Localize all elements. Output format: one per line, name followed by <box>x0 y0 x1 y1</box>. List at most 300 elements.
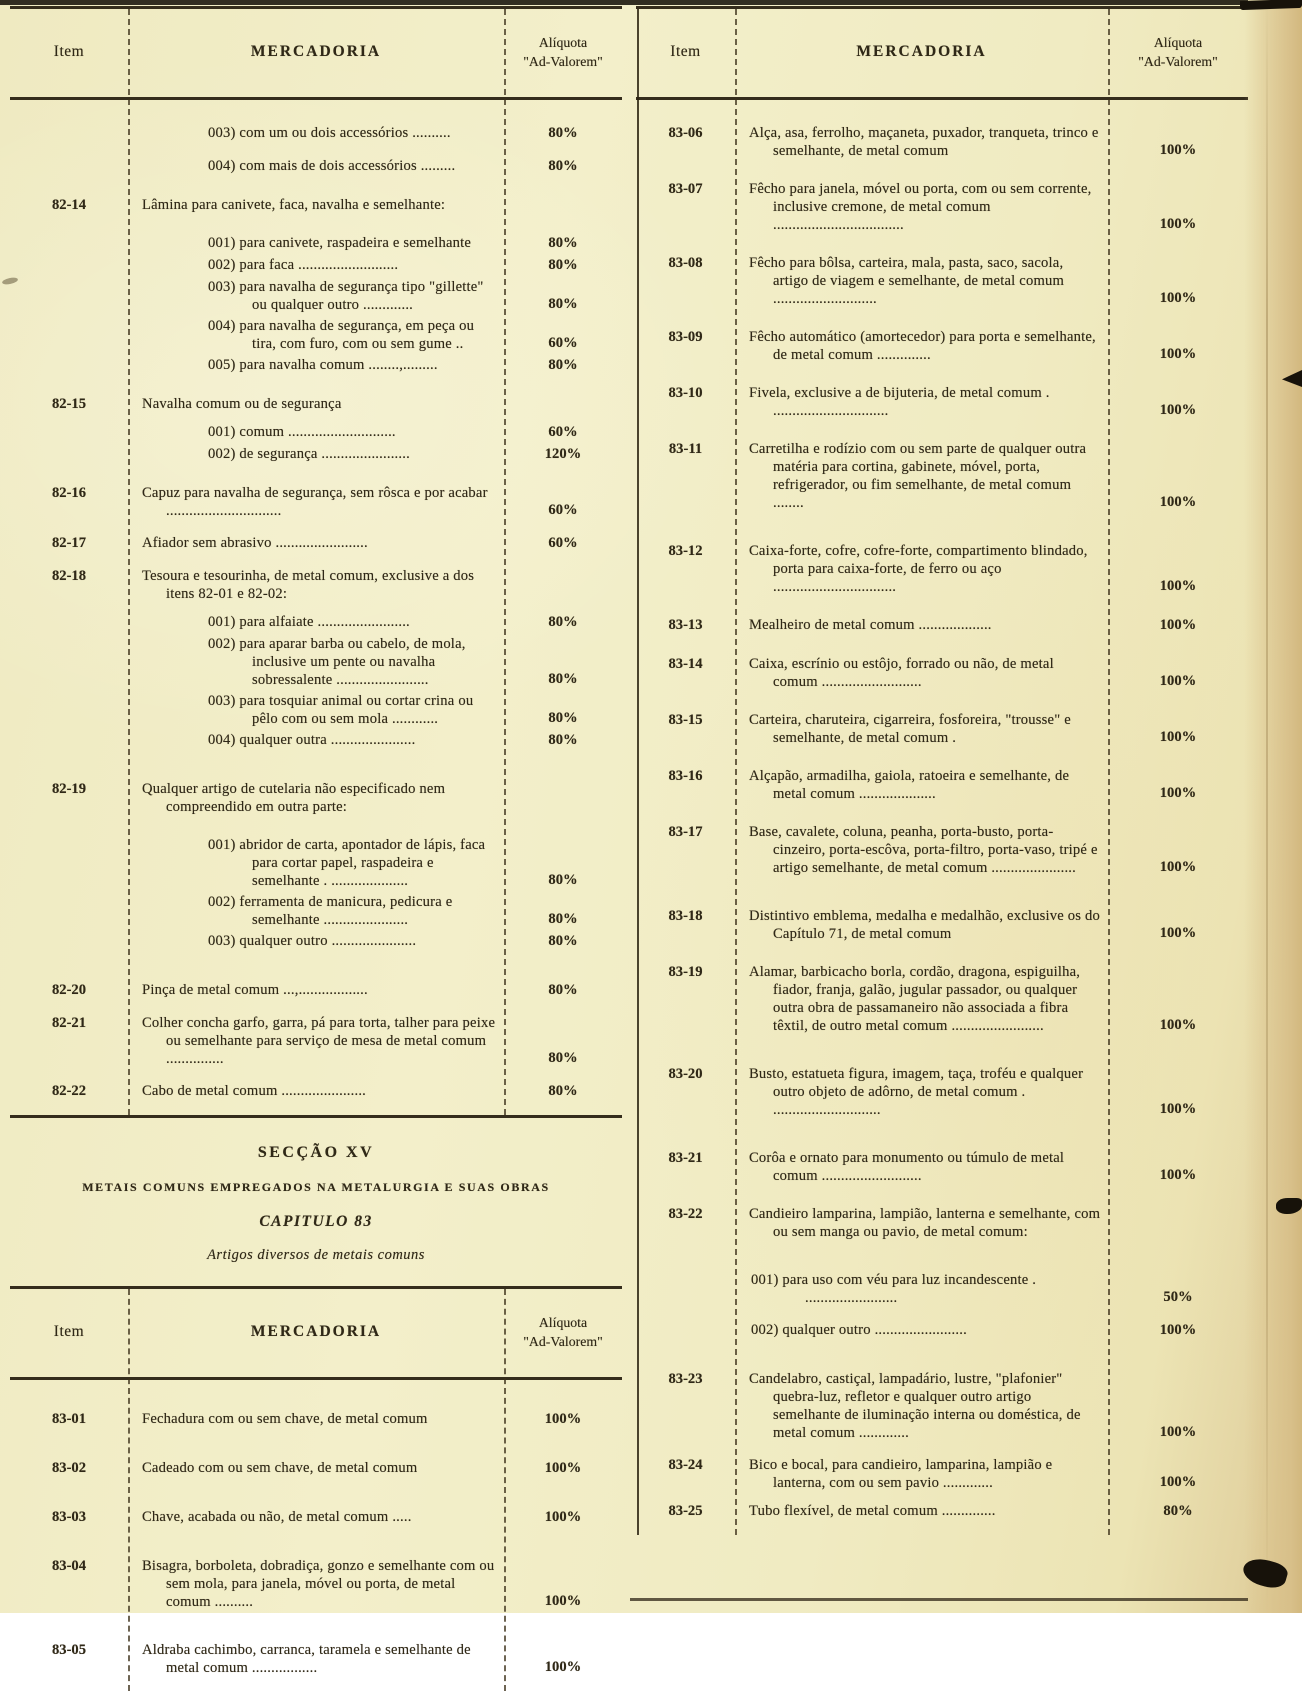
description-text: Corôa e ornato para monumento ou túmulo de metal comum .......................... <box>749 1150 1065 1184</box>
item-code: 83-19 <box>668 964 703 980</box>
row-aliquota-value <box>504 412 622 413</box>
row-aliquota-value: 100% <box>1159 494 1197 510</box>
row-aliquota-value: 80% <box>1163 1503 1193 1519</box>
chapter-title: CAPITULO 83 <box>259 1213 373 1230</box>
item-code <box>10 635 128 689</box>
table-row <box>10 395 622 413</box>
row-description <box>128 981 504 1000</box>
row-description <box>735 1370 1108 1442</box>
column-divider-line <box>128 9 130 1115</box>
header-aliquota: Alíquota "Ad-Valorem" <box>1138 35 1218 69</box>
table-row <box>636 711 1248 747</box>
item-code: 83-12 <box>668 543 703 559</box>
item-code: 83-14 <box>668 656 703 672</box>
description-text: Colher concha garfo, garra, pá para torta, talher para peixe ou semelhante para serviço de mesa de metal comum ............... <box>142 1015 496 1067</box>
row-aliquota-value: 80% <box>548 732 578 748</box>
header-item: Item <box>670 43 701 60</box>
row-aliquota-value: 100% <box>1159 673 1197 689</box>
item-code: 82-17 <box>51 535 87 551</box>
row-aliquota-value: 60% <box>548 502 578 518</box>
description-text: para faca .......................... <box>239 257 399 273</box>
subitem-number: 002) <box>751 1322 783 1338</box>
row-aliquota-value <box>504 815 622 816</box>
table-body <box>10 100 622 1115</box>
item-code: 83-17 <box>668 824 703 840</box>
table-row <box>636 1205 1248 1241</box>
row-description <box>128 1641 504 1677</box>
row-description <box>735 655 1108 691</box>
description-text: Caixa, escrínio ou estôjo, forrado ou não, de metal comum .......................... <box>749 656 1054 690</box>
item-code: 82-22 <box>51 1083 87 1099</box>
row-aliquota-value: 100% <box>1159 617 1197 633</box>
table-row <box>636 542 1248 596</box>
section-title: SECÇÃO XV <box>257 1144 375 1161</box>
description-text: abridor de carta, apontador de lápis, faca para cortar papel, raspadeira e semelhante . .................... <box>239 837 486 889</box>
table-row <box>636 180 1248 234</box>
table-header <box>10 9 622 100</box>
table-row <box>10 356 622 375</box>
header-mercadoria: MERCADORIA <box>856 43 987 60</box>
section-heading-block <box>10 1118 622 1286</box>
left-table-chapter-83 <box>10 1286 622 1691</box>
item-code: 82-15 <box>51 396 87 412</box>
description-text: com um ou dois accessórios .......... <box>239 125 451 141</box>
table-row <box>636 1456 1248 1492</box>
row-aliquota-value: 100% <box>1159 859 1197 875</box>
table-row <box>10 932 622 951</box>
row-description <box>735 823 1108 877</box>
subitem-number: 002) <box>208 446 240 462</box>
header-aliquota: Alíquota "Ad-Valorem" <box>523 1315 603 1349</box>
description-text: Alçapão, armadilha, gaiola, ratoeira e semelhante, de metal comum .................... <box>749 768 1070 802</box>
table-row <box>10 1082 622 1101</box>
row-aliquota-value: 100% <box>1159 1424 1197 1440</box>
description-text: qualquer outro ........................ <box>782 1322 967 1338</box>
table-row <box>10 534 622 553</box>
description-text: Distintivo emblema, medalha e medalhão, exclusive os do Capítulo 71, de metal comum <box>749 908 1101 942</box>
row-description <box>128 613 504 632</box>
table-row <box>10 234 622 253</box>
row-aliquota-value: 100% <box>1159 142 1197 158</box>
table-row <box>636 1271 1248 1307</box>
item-code: 82-18 <box>51 568 87 584</box>
subitem-number: 001) <box>208 235 240 251</box>
table-row <box>10 893 622 929</box>
description-text: para navalha de segurança, em peça ou tira, com furo, com ou sem gume .. <box>239 318 475 352</box>
item-code <box>10 932 128 951</box>
description-text: qualquer outra ...................... <box>239 732 416 748</box>
item-code: 83-20 <box>668 1066 703 1082</box>
description-text: Navalha comum ou de segurança <box>142 396 342 412</box>
table-row <box>10 1459 622 1478</box>
description-text: Busto, estatueta figura, imagem, taça, troféu e qualquer outro objeto de adôrno, de metal comum . ............................ <box>749 1066 1084 1118</box>
section-subtitle: METAIS COMUNS EMPREGADOS NA METALURGIA E SUAS OBRAS <box>82 1180 550 1194</box>
description-text: Fêcho para janela, móvel ou porta, com ou sem corrente, inclusive cremone, de metal comum .................................. <box>749 181 1092 233</box>
row-description <box>128 124 504 143</box>
description-text: para canivete, raspadeira e semelhante <box>239 235 472 251</box>
row-description <box>735 616 1108 635</box>
subitem-number: 001) <box>208 424 240 440</box>
description-text: Lâmina para canivete, faca, navalha e semelhante: <box>142 197 446 213</box>
description-text: Fivela, exclusive a de bijuteria, de metal comum . .............................. <box>749 385 1050 419</box>
subitem-number: 003) <box>208 279 240 295</box>
description-text: Cadeado com ou sem chave, de metal comum <box>142 1460 418 1476</box>
description-text: para navalha comum ........,......... <box>239 357 438 373</box>
row-description <box>735 542 1108 596</box>
item-code: 82-16 <box>51 485 87 501</box>
row-description <box>128 1557 504 1611</box>
row-aliquota-value: 80% <box>548 257 578 273</box>
table-row <box>636 328 1248 364</box>
table-row <box>10 423 622 442</box>
row-aliquota-value: 100% <box>544 1460 582 1476</box>
subitem-number: 005) <box>208 357 240 373</box>
item-code <box>10 256 128 275</box>
description-text: Bisagra, borboleta, dobradiça, gonzo e semelhante com ou sem mola, para janela, móvel ou porta, de metal comum .......... <box>142 1558 495 1610</box>
subitem-number: 003) <box>208 125 240 141</box>
bottom-rule-line <box>630 1598 1248 1601</box>
item-code: 82-21 <box>51 1015 87 1031</box>
item-code <box>636 1321 735 1340</box>
table-row <box>10 836 622 890</box>
subitem-number: 002) <box>208 257 240 273</box>
table-row <box>636 1502 1248 1521</box>
description-text: ferramenta de manicura, pedicura e semelhante ...................... <box>239 894 453 928</box>
table-row <box>10 196 622 214</box>
row-aliquota-value: 100% <box>1159 729 1197 745</box>
subitem-number: 003) <box>208 933 240 949</box>
paper-crease <box>1266 0 1268 1613</box>
row-aliquota-value: 60% <box>548 535 578 551</box>
description-text: Qualquer artigo de cutelaria não especificado nem compreendido em outra parte: <box>142 781 446 815</box>
table-row <box>636 907 1248 943</box>
description-text: comum ............................ <box>239 424 396 440</box>
right-column <box>636 6 1248 1535</box>
item-code <box>10 893 128 929</box>
column-divider-line <box>735 9 737 1535</box>
row-aliquota-value <box>504 213 622 214</box>
table-row <box>10 731 622 750</box>
row-aliquota-value: 80% <box>548 614 578 630</box>
table-left-border-line <box>637 9 639 1535</box>
table-header <box>10 1289 622 1380</box>
table-row <box>10 613 622 632</box>
table-row <box>10 1508 622 1527</box>
description-text: Aldraba cachimbo, carranca, taramela e semelhante de metal comum ................. <box>142 1642 471 1676</box>
row-description <box>735 1149 1108 1185</box>
item-code <box>636 1271 735 1307</box>
table-row <box>636 384 1248 420</box>
table-row <box>636 1321 1248 1340</box>
description-text: para aparar barba ou cabelo, de mola, inclusive um pente ou navalha sobressalente ........................ <box>239 636 466 688</box>
table-body <box>636 100 1248 1535</box>
row-description <box>735 254 1108 308</box>
header-aliquota: Alíquota "Ad-Valorem" <box>523 35 603 69</box>
table-row <box>10 567 622 603</box>
table-row <box>10 1410 622 1429</box>
row-aliquota-value: 100% <box>544 1509 582 1525</box>
row-aliquota-value: 100% <box>1159 578 1197 594</box>
item-code <box>10 157 128 176</box>
description-text: de segurança ....................... <box>239 446 410 462</box>
description-text: Base, cavalete, coluna, peanha, porta-busto, porta-cinzeiro, porta-escôva, porta-filtro, porta-vaso, tripé e artigo semelhante, de metal comum ...................... <box>749 824 1098 876</box>
row-description <box>735 384 1108 420</box>
table-row <box>10 1641 622 1677</box>
description-text: Pinça de metal comum ...,.................. <box>142 982 368 998</box>
subitem-number: 004) <box>208 158 240 174</box>
description-text: Chave, acabada ou não, de metal comum ..... <box>142 1509 412 1525</box>
description-text: Carteira, charuteira, cigarreira, fosforeira, "trousse" e semelhante, de metal comum . <box>749 712 1071 746</box>
item-code: 83-21 <box>668 1150 703 1166</box>
row-description <box>128 534 504 553</box>
item-code <box>10 731 128 750</box>
table-row <box>636 655 1248 691</box>
row-description <box>735 1321 1108 1340</box>
chapter-description: Artigos diversos de metais comuns <box>207 1247 425 1263</box>
table-row <box>636 823 1248 877</box>
description-text: Fechadura com ou sem chave, de metal comum <box>142 1411 428 1427</box>
item-code <box>10 445 128 464</box>
row-description <box>128 731 504 750</box>
item-code: 83-03 <box>51 1509 87 1525</box>
row-aliquota-value: 100% <box>544 1659 582 1675</box>
item-code: 83-01 <box>51 1411 87 1427</box>
description-text: Caixa-forte, cofre, cofre-forte, compartimento blindado, porta para caixa-forte, de ferro ou aço ................................ <box>749 543 1088 595</box>
scan-top-edge <box>0 0 1248 5</box>
row-description <box>735 1065 1108 1119</box>
table-row <box>10 1557 622 1611</box>
table-row <box>10 256 622 275</box>
left-column <box>10 6 622 1691</box>
row-aliquota-value: 100% <box>1159 216 1197 232</box>
table-row <box>636 254 1248 308</box>
row-aliquota-value: 80% <box>548 1050 578 1066</box>
row-description <box>128 1508 504 1527</box>
item-code: 82-14 <box>51 197 87 213</box>
row-description <box>735 328 1108 364</box>
row-aliquota-value: 100% <box>1159 785 1197 801</box>
subitem-number: 001) <box>208 837 240 853</box>
table-row <box>10 157 622 176</box>
subitem-number: 004) <box>208 732 240 748</box>
row-description <box>735 440 1108 512</box>
row-description <box>128 356 504 375</box>
left-table-chapter-82 <box>10 6 622 1118</box>
row-description <box>128 692 504 728</box>
row-aliquota-value: 80% <box>548 125 578 141</box>
row-aliquota-value: 60% <box>548 424 578 440</box>
row-aliquota-value: 80% <box>548 357 578 373</box>
row-description <box>128 1082 504 1101</box>
row-aliquota-value: 80% <box>548 296 578 312</box>
item-code: 83-25 <box>668 1503 703 1519</box>
description-text: para tosquiar animal ou cortar crina ou pêlo com ou sem mola ............ <box>239 693 474 727</box>
item-code: 83-18 <box>668 908 703 924</box>
row-aliquota-value: 80% <box>548 982 578 998</box>
item-code: 83-23 <box>668 1371 703 1387</box>
item-code: 83-16 <box>668 768 703 784</box>
item-code <box>10 278 128 314</box>
table-row <box>636 124 1248 160</box>
row-description <box>735 1502 1108 1521</box>
header-item: Item <box>53 1323 85 1340</box>
item-code <box>10 234 128 253</box>
row-description <box>735 963 1108 1035</box>
row-description <box>128 567 504 603</box>
item-code: 83-15 <box>668 712 703 728</box>
row-description <box>128 1014 504 1068</box>
row-description <box>128 1459 504 1478</box>
row-aliquota-value: 80% <box>548 933 578 949</box>
description-text: Fêcho automático (amortecedor) para porta e semelhante, de metal comum .............. <box>749 329 1096 363</box>
description-text: com mais de dois accessórios ......... <box>239 158 456 174</box>
table-row <box>10 635 622 689</box>
description-text: Alça, asa, ferrolho, maçaneta, puxador, tranqueta, trinco e semelhante, de metal comum <box>749 125 1099 159</box>
item-code: 83-11 <box>668 441 703 457</box>
row-aliquota-value: 50% <box>1163 1289 1193 1305</box>
row-description <box>128 445 504 464</box>
description-text: Fêcho para bôlsa, carteira, mala, pasta, saco, sacola, artigo de viagem e semelhante, de metal comum ........................... <box>749 255 1065 307</box>
right-table-chapter-83 <box>636 6 1248 1535</box>
subitem-number: 002) <box>208 894 240 910</box>
item-code: 83-10 <box>668 385 703 401</box>
description-text: Bico e bocal, para candieiro, lamparina, lampião e lanterna, com ou sem pavio ............. <box>749 1457 1053 1491</box>
subitem-number: 002) <box>208 636 240 652</box>
row-description <box>735 1271 1108 1307</box>
item-code: 83-09 <box>668 329 703 345</box>
table-row <box>636 963 1248 1035</box>
row-aliquota-value: 120% <box>544 446 582 462</box>
item-code: 82-19 <box>51 781 87 797</box>
item-code: 83-04 <box>51 1558 87 1574</box>
row-description <box>128 234 504 253</box>
description-text: Capuz para navalha de segurança, sem rôsca e por acabar .............................. <box>142 485 488 519</box>
header-mercadoria: MERCADORIA <box>250 1323 382 1340</box>
row-aliquota-value: 80% <box>548 671 578 687</box>
item-code: 83-07 <box>668 181 703 197</box>
row-description <box>735 1456 1108 1492</box>
item-code: 83-02 <box>51 1460 87 1476</box>
table-row <box>10 692 622 728</box>
row-description <box>128 932 504 951</box>
row-aliquota-value: 80% <box>548 911 578 927</box>
subitem-number: 004) <box>208 318 240 334</box>
table-row <box>10 981 622 1000</box>
item-code: 83-24 <box>668 1457 703 1473</box>
row-aliquota-value: 100% <box>1159 402 1197 418</box>
row-description <box>735 124 1108 160</box>
table-body <box>10 1380 622 1691</box>
row-description <box>128 278 504 314</box>
row-description <box>128 893 504 929</box>
row-aliquota-value: 60% <box>548 335 578 351</box>
item-code <box>10 423 128 442</box>
table-row <box>636 616 1248 635</box>
column-divider-line <box>1108 9 1110 1535</box>
table-row <box>10 780 622 816</box>
row-description <box>128 780 504 816</box>
table-row <box>636 440 1248 512</box>
item-code: 82-20 <box>51 982 87 998</box>
item-code: 83-08 <box>668 255 703 271</box>
row-description <box>128 395 504 413</box>
row-aliquota-value: 80% <box>548 872 578 888</box>
row-aliquota-value: 100% <box>1159 1474 1197 1490</box>
item-code: 83-22 <box>668 1206 703 1222</box>
row-aliquota-value: 100% <box>1159 346 1197 362</box>
row-description <box>128 256 504 275</box>
row-description <box>128 196 504 214</box>
table-row <box>10 278 622 314</box>
column-divider-line <box>504 9 506 1115</box>
item-code: 83-06 <box>668 125 703 141</box>
row-aliquota-value: 80% <box>548 235 578 251</box>
description-text: Tubo flexível, de metal comum .............. <box>749 1503 996 1519</box>
row-description <box>735 180 1108 234</box>
item-code: 83-05 <box>51 1642 87 1658</box>
row-aliquota-value: 100% <box>1159 1167 1197 1183</box>
item-code: 83-13 <box>668 617 703 633</box>
table-row <box>10 1014 622 1068</box>
item-code <box>10 692 128 728</box>
description-text: Mealheiro de metal comum ................... <box>749 617 992 633</box>
table-header <box>636 9 1248 100</box>
description-text: Cabo de metal comum ...................... <box>142 1083 367 1099</box>
column-divider-line <box>128 1289 130 1691</box>
item-code <box>10 124 128 143</box>
item-code <box>10 317 128 353</box>
row-description <box>128 836 504 890</box>
table-row <box>636 1149 1248 1185</box>
table-row <box>10 317 622 353</box>
table-row <box>10 484 622 520</box>
description-text: Candelabro, castiçal, lampadário, lustre, "plafonier" quebra-luz, refletor e qualquer outro artigo semelhante de iluminação interna ou doméstica, de metal comum ............. <box>749 1371 1081 1441</box>
table-row <box>636 1370 1248 1442</box>
row-aliquota-value: 100% <box>1159 1101 1197 1117</box>
row-aliquota-value: 100% <box>1159 1322 1197 1338</box>
description-text: qualquer outro ...................... <box>239 933 417 949</box>
row-aliquota-value <box>1108 1240 1248 1241</box>
row-description <box>128 317 504 353</box>
row-aliquota-value <box>504 602 622 603</box>
table-row <box>636 1065 1248 1119</box>
item-code <box>10 613 128 632</box>
header-mercadoria: MERCADORIA <box>250 43 382 60</box>
header-item: Item <box>53 43 85 60</box>
torn-paper-edge <box>1244 0 1302 1613</box>
row-description <box>735 907 1108 943</box>
subitem-number: 001) <box>751 1272 783 1288</box>
table-row <box>10 124 622 143</box>
row-description <box>735 711 1108 747</box>
description-text: Tesoura e tesourinha, de metal comum, exclusive a dos itens 82-01 e 82-02: <box>142 568 475 602</box>
row-aliquota-value: 80% <box>548 158 578 174</box>
row-description <box>128 423 504 442</box>
row-description <box>735 767 1108 803</box>
subitem-number: 001) <box>208 614 240 630</box>
description-text: Carretilha e rodízio com ou sem parte de qualquer outra matéria para cortina, gabinete, móvel, porta, refrigerador, ou fim semelhante, de metal comum ........ <box>749 441 1087 511</box>
table-row <box>636 767 1248 803</box>
description-text: Candieiro lamparina, lampião, lanterna e semelhante, com ou sem manga ou pavio, de metal comum: <box>749 1206 1101 1240</box>
row-aliquota-value: 100% <box>544 1411 582 1427</box>
description-text: Afiador sem abrasivo ........................ <box>142 535 368 551</box>
row-aliquota-value: 100% <box>544 1593 582 1609</box>
column-divider-line <box>504 1289 506 1691</box>
description-text: para uso com véu para luz incandescente . ........................ <box>782 1272 1037 1306</box>
description-text: para navalha de segurança tipo "gillette" ou qualquer outro ............. <box>239 279 484 313</box>
row-description <box>128 484 504 520</box>
table-row <box>10 445 622 464</box>
